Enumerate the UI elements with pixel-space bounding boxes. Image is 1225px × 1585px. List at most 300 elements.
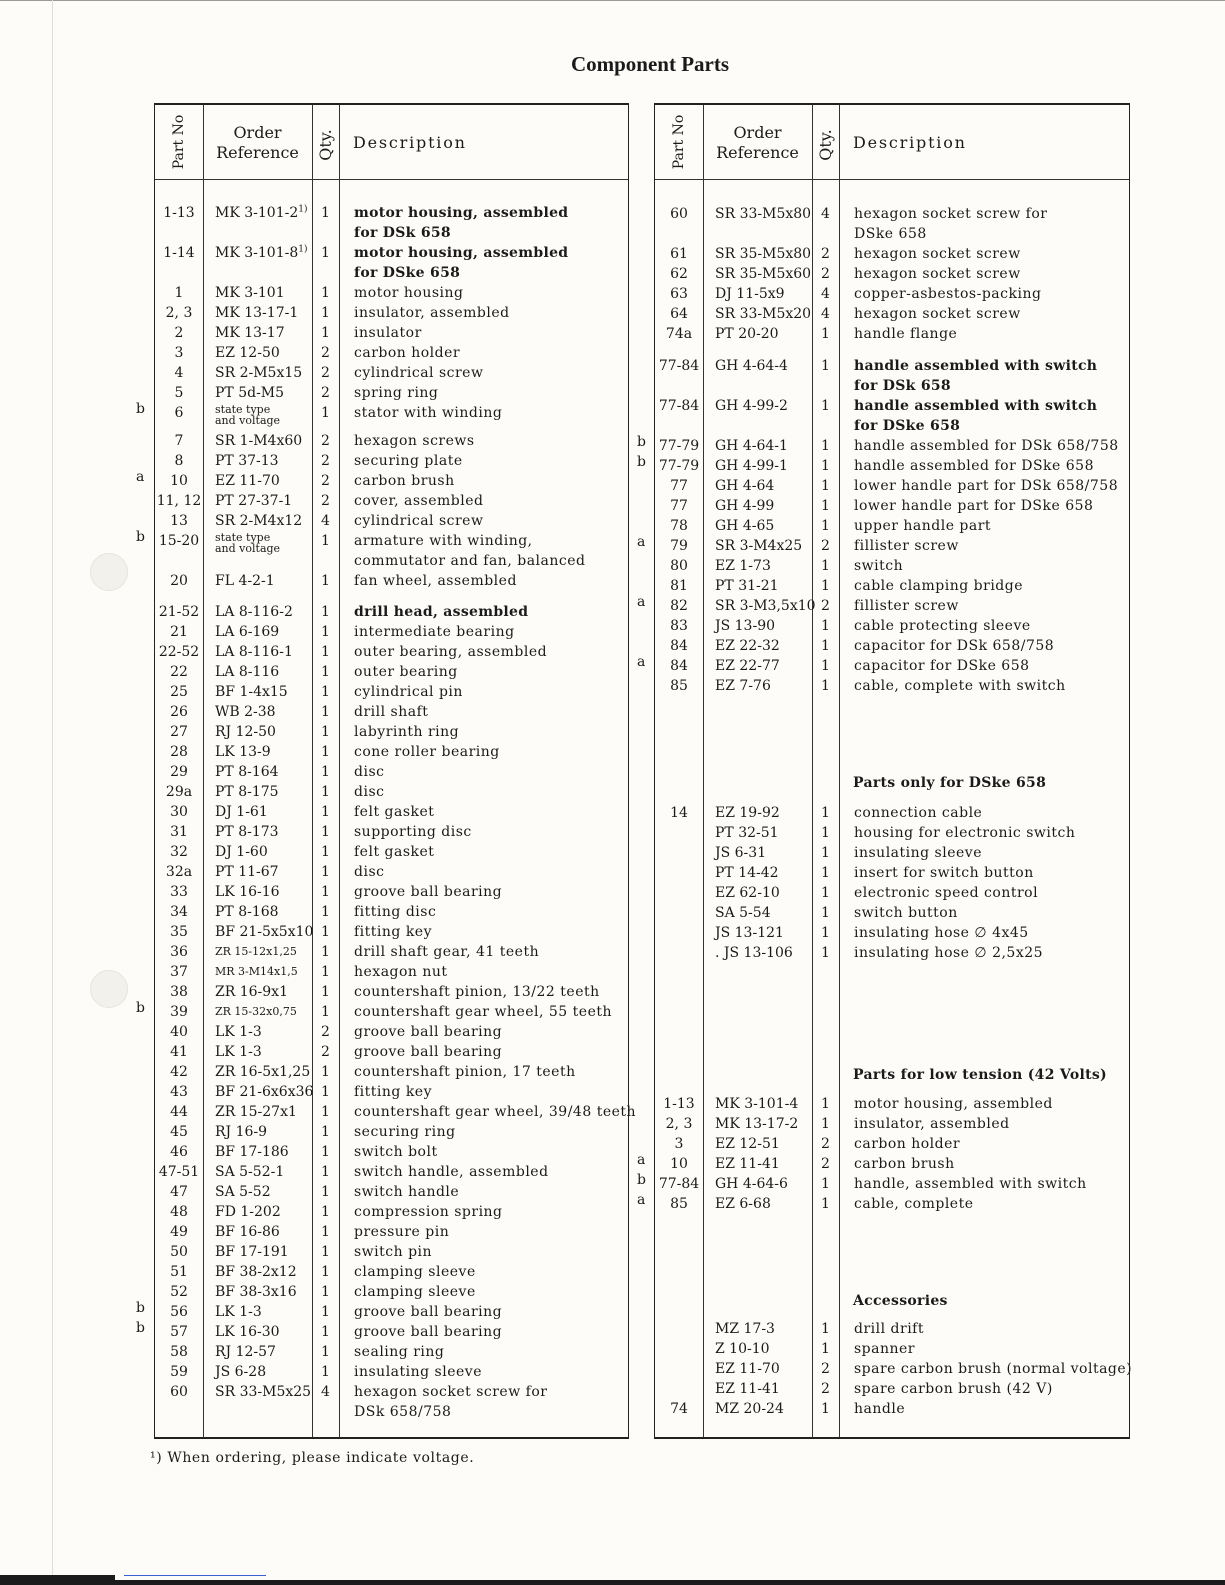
order-reference xyxy=(215,822,279,842)
table-row xyxy=(155,942,628,962)
quantity: 4 xyxy=(321,513,330,529)
table-row xyxy=(155,702,628,722)
order-reference-text: EZ 19-92 xyxy=(715,805,780,821)
part-number: 42 xyxy=(170,1064,188,1080)
description: clamping sleeve xyxy=(354,1264,476,1280)
quantity: 2 xyxy=(821,1361,830,1377)
description: groove ball bearing xyxy=(354,884,503,900)
header-part-no-label: Part No xyxy=(171,114,187,170)
order-reference xyxy=(215,722,276,742)
order-reference-text: DJ 1-61 xyxy=(215,804,268,820)
table-row xyxy=(655,903,1129,923)
table-row xyxy=(155,383,628,403)
table-row xyxy=(155,303,628,323)
part-number: 3 xyxy=(674,1136,684,1152)
quantity: 1 xyxy=(321,944,330,960)
table-row xyxy=(655,1319,1129,1339)
header-order-reference xyxy=(203,123,312,163)
description: felt gasket xyxy=(354,804,435,820)
part-number: 38 xyxy=(170,984,188,1000)
order-reference xyxy=(715,1154,780,1174)
table-row xyxy=(655,843,1129,863)
description: motor housing xyxy=(354,285,464,301)
order-reference xyxy=(715,1194,771,1214)
quantity: 1 xyxy=(321,784,330,800)
quantity: 1 xyxy=(321,964,330,980)
order-reference xyxy=(715,903,771,923)
part-number: 62 xyxy=(670,266,688,282)
order-reference xyxy=(215,1342,276,1362)
order-reference xyxy=(715,1319,775,1339)
table-row xyxy=(155,343,628,363)
quantity: 1 xyxy=(821,518,830,534)
table-row xyxy=(155,511,628,531)
order-reference-text: Z 10-10 xyxy=(715,1341,770,1357)
order-reference-text: BF 21-5x5x10 xyxy=(215,924,314,940)
description: carbon brush xyxy=(854,1156,955,1172)
order-reference-text: LA 8-116-2 xyxy=(215,604,293,620)
part-number: 77-84 xyxy=(658,358,700,374)
order-reference-text: MK 13-17-2 xyxy=(715,1116,799,1132)
order-reference-text: ZR 16-5x1,25 xyxy=(215,1064,311,1080)
part-number: 1-13 xyxy=(163,205,195,221)
table-row xyxy=(155,662,628,682)
description: handle, assembled with switch xyxy=(854,1176,1087,1192)
header-part-no xyxy=(655,105,703,179)
table-row xyxy=(155,223,628,243)
table-row xyxy=(155,1102,637,1122)
footnote-marker: 1) xyxy=(298,244,308,255)
order-reference xyxy=(715,204,811,224)
quantity: 1 xyxy=(821,925,830,941)
quantity: 1 xyxy=(821,618,830,634)
quantity: 1 xyxy=(821,845,830,861)
part-number: 29 xyxy=(170,764,188,780)
description: spanner xyxy=(854,1341,916,1357)
order-reference-text: EZ 22-32 xyxy=(715,638,780,654)
description: cylindrical pin xyxy=(354,684,463,700)
order-reference-text: FL 4-2-1 xyxy=(215,573,275,589)
quantity: 1 xyxy=(321,1064,330,1080)
quantity: 1 xyxy=(321,904,330,920)
part-number: 63 xyxy=(670,286,688,302)
table-row xyxy=(155,1042,628,1062)
order-reference xyxy=(215,1082,313,1102)
order-reference-line: state type xyxy=(215,531,271,544)
order-reference xyxy=(215,942,297,962)
quantity: 1 xyxy=(821,1176,830,1192)
table-row xyxy=(155,962,628,982)
table-row xyxy=(655,883,1129,903)
description: insulating hose ∅ 2,5x25 xyxy=(854,945,1044,961)
part-number: 43 xyxy=(170,1084,188,1100)
order-reference xyxy=(215,1042,262,1062)
quantity: 1 xyxy=(821,326,830,342)
order-reference xyxy=(215,243,308,263)
table-row xyxy=(655,1194,1129,1214)
margin-note: b xyxy=(136,1320,145,1336)
order-reference-text: EZ 11-70 xyxy=(215,473,280,489)
order-reference-text: GH 4-65 xyxy=(715,518,775,534)
order-reference-text: MK 3-101-8 xyxy=(215,245,299,261)
margin-note: b xyxy=(136,1000,145,1016)
description: cable protecting sleeve xyxy=(854,618,1031,634)
header-separator xyxy=(655,179,1129,180)
order-reference xyxy=(715,476,774,496)
order-reference-text: . JS 13-106 xyxy=(715,945,793,961)
table-row xyxy=(155,1222,628,1242)
order-reference xyxy=(715,556,771,576)
order-reference-text: EZ 11-41 xyxy=(715,1156,780,1172)
description: fitting key xyxy=(354,1084,432,1100)
table-row xyxy=(155,471,628,491)
quantity: 1 xyxy=(321,1284,330,1300)
margin-note: a xyxy=(637,654,646,670)
quantity: 1 xyxy=(321,1204,330,1220)
quantity: 1 xyxy=(321,664,330,680)
table-row xyxy=(655,436,1129,456)
description: hexagon socket screw for xyxy=(354,1384,548,1400)
order-reference-text: PT 37-13 xyxy=(215,453,279,469)
quantity: 2 xyxy=(321,385,330,401)
quantity: 1 xyxy=(821,678,830,694)
order-reference-text: GH 4-64 xyxy=(715,478,775,494)
table-row xyxy=(155,902,628,922)
order-reference xyxy=(715,264,811,284)
description: cable, complete xyxy=(854,1196,974,1212)
order-reference xyxy=(715,436,788,456)
description: countershaft gear wheel, 55 teeth xyxy=(354,1004,612,1020)
order-reference xyxy=(715,676,771,696)
order-reference-text: GH 4-64-6 xyxy=(715,1176,788,1192)
table-row xyxy=(655,1154,1129,1174)
table-row xyxy=(155,1342,628,1362)
part-number: 3 xyxy=(174,345,184,361)
margin-note: a xyxy=(136,469,145,485)
order-reference xyxy=(215,1182,271,1202)
table-row xyxy=(155,602,628,622)
table-row xyxy=(155,842,628,862)
table-row xyxy=(155,722,628,742)
description: lower handle part for DSke 658 xyxy=(854,498,1094,514)
header-order-label: Order xyxy=(233,123,282,142)
part-number: 82 xyxy=(670,598,688,614)
order-reference xyxy=(215,451,279,471)
quantity: 1 xyxy=(321,1004,330,1020)
quantity: 1 xyxy=(321,573,330,589)
order-reference-line: state type xyxy=(215,403,271,416)
description: fitting key xyxy=(354,924,432,940)
table-row xyxy=(155,762,628,782)
table-row xyxy=(655,923,1129,943)
quantity: 1 xyxy=(321,1084,330,1100)
quantity: 2 xyxy=(321,345,330,361)
order-reference xyxy=(715,1094,798,1114)
order-reference xyxy=(215,1062,310,1082)
order-reference-text: GH 4-64-1 xyxy=(715,438,788,454)
order-reference-text: SR 33-M5x20 xyxy=(715,306,812,322)
description: spare carbon brush (42 V) xyxy=(854,1381,1053,1397)
quantity: 1 xyxy=(821,398,830,414)
order-reference xyxy=(715,636,780,656)
table-row xyxy=(655,356,1129,376)
part-number: 84 xyxy=(670,658,688,674)
table-row xyxy=(655,616,1129,636)
table-row xyxy=(655,244,1129,264)
quantity: 1 xyxy=(821,1341,830,1357)
part-number: 77-79 xyxy=(658,458,700,474)
order-reference-text: EZ 22-77 xyxy=(715,658,780,674)
description: switch bolt xyxy=(354,1144,438,1160)
description: outer bearing, assembled xyxy=(354,644,548,660)
quantity: 2 xyxy=(321,1044,330,1060)
description: insulating sleeve xyxy=(854,845,982,861)
description: countershaft pinion, 17 teeth xyxy=(354,1064,576,1080)
table-row xyxy=(655,456,1129,476)
order-reference xyxy=(715,823,779,843)
order-reference-text: BF 21-6x6x36 xyxy=(215,1084,314,1100)
order-reference xyxy=(715,304,811,324)
quantity: 1 xyxy=(321,1144,330,1160)
order-reference xyxy=(715,843,766,863)
part-number: 64 xyxy=(670,306,688,322)
section-heading-dske: Parts only for DSke 658 xyxy=(853,775,1047,791)
part-number: 46 xyxy=(170,1144,188,1160)
table-row xyxy=(655,536,1129,556)
order-reference xyxy=(715,863,779,883)
description: carbon holder xyxy=(354,345,461,361)
order-reference-text: SR 2-M4x12 xyxy=(215,513,303,529)
table-row xyxy=(655,1339,1129,1359)
table-row xyxy=(155,1242,628,1262)
description: handle flange xyxy=(854,326,958,342)
description: cable clamping bridge xyxy=(854,578,1024,594)
part-number: 14 xyxy=(670,805,688,821)
order-reference-text: MK 13-17 xyxy=(215,325,285,341)
order-reference xyxy=(215,882,280,902)
quantity: 1 xyxy=(321,704,330,720)
part-number: 10 xyxy=(170,473,188,489)
quantity: 1 xyxy=(321,1364,330,1380)
description: cone roller bearing xyxy=(354,744,500,760)
table-row xyxy=(155,283,628,303)
order-reference-text: MZ 20-24 xyxy=(715,1401,784,1417)
quantity: 1 xyxy=(321,744,330,760)
quantity: 4 xyxy=(821,206,830,222)
order-reference xyxy=(715,1339,770,1359)
scan-bottom-edge xyxy=(0,1575,115,1585)
part-number: 1-14 xyxy=(163,245,195,261)
order-reference-text: SR 3-M3,5x10 xyxy=(715,598,816,614)
description: fan wheel, assembled xyxy=(354,573,517,589)
description: capacitor for DSke 658 xyxy=(854,658,1030,674)
description: hexagon socket screw for xyxy=(854,206,1048,222)
description: groove ball bearing xyxy=(354,1024,503,1040)
punch-hole xyxy=(90,970,128,1008)
order-reference xyxy=(215,802,268,822)
part-number: 81 xyxy=(670,578,688,594)
table-row xyxy=(155,1162,628,1182)
order-reference xyxy=(215,1002,297,1022)
table-row xyxy=(155,431,628,451)
quantity: 1 xyxy=(321,245,330,261)
scan-mark xyxy=(124,1575,266,1576)
table-row xyxy=(655,636,1129,656)
margin-note: a xyxy=(637,1192,646,1208)
description: armature with winding, xyxy=(354,533,533,549)
order-reference xyxy=(215,283,285,303)
order-reference xyxy=(715,1379,780,1399)
description: sealing ring xyxy=(354,1344,445,1360)
quantity: 4 xyxy=(821,306,830,322)
order-reference xyxy=(715,324,779,344)
order-reference xyxy=(215,642,293,662)
quantity: 1 xyxy=(821,905,830,921)
order-reference-text: MK 3-101-2 xyxy=(215,205,299,221)
order-reference xyxy=(715,1134,780,1154)
quantity: 1 xyxy=(321,684,330,700)
part-number: 26 xyxy=(170,704,188,720)
header-description: Description xyxy=(353,133,467,152)
part-number: 51 xyxy=(170,1264,188,1280)
quantity: 1 xyxy=(821,1401,830,1417)
table-row xyxy=(155,822,628,842)
description: stator with winding xyxy=(354,405,503,421)
quantity: 1 xyxy=(321,884,330,900)
part-number: 49 xyxy=(170,1224,188,1240)
part-number: 77-84 xyxy=(658,1176,700,1192)
description: handle assembled with switch xyxy=(854,398,1098,414)
part-number: 29a xyxy=(165,784,193,800)
table-row xyxy=(655,1094,1129,1114)
margin-note: a xyxy=(637,534,646,550)
part-number: 41 xyxy=(170,1044,188,1060)
part-number: 34 xyxy=(170,904,188,920)
description: commutator and fan, balanced xyxy=(354,553,586,569)
header-description: Description xyxy=(853,133,967,152)
part-number: 74 xyxy=(670,1401,688,1417)
order-reference-text: RJ 12-50 xyxy=(215,724,276,740)
part-number: 20 xyxy=(170,573,188,589)
table-row xyxy=(155,1382,628,1402)
order-reference xyxy=(715,656,780,676)
page-title: Component Parts xyxy=(570,52,730,76)
quantity: 1 xyxy=(821,1116,830,1132)
order-reference xyxy=(215,982,288,1002)
table-row xyxy=(155,622,628,642)
margin-note: b xyxy=(136,1300,145,1316)
order-reference xyxy=(215,1322,280,1342)
order-reference-text: PT 20-20 xyxy=(715,326,779,342)
margin-note: a xyxy=(637,594,646,610)
description: DSke 658 xyxy=(854,226,927,242)
description: disc xyxy=(354,764,385,780)
order-reference-text: PT 31-21 xyxy=(715,578,779,594)
quantity: 1 xyxy=(321,824,330,840)
table-row xyxy=(155,1262,628,1282)
table-row xyxy=(655,224,1129,244)
table-row xyxy=(155,802,628,822)
order-reference-text: GH 4-99-2 xyxy=(715,398,788,414)
order-reference-text: GH 4-99 xyxy=(715,498,775,514)
table-row xyxy=(655,1174,1129,1194)
description: for DSk 658 xyxy=(354,225,451,241)
order-reference-text: PT 8-164 xyxy=(215,764,279,780)
description: for DSk 658 xyxy=(854,378,951,394)
table-row xyxy=(655,284,1129,304)
quantity: 1 xyxy=(321,864,330,880)
description: cylindrical screw xyxy=(354,513,484,529)
quantity: 1 xyxy=(821,478,830,494)
part-number: 61 xyxy=(670,246,688,262)
part-number: 5 xyxy=(174,385,184,401)
description: electronic speed control xyxy=(854,885,1039,901)
table-row xyxy=(155,1122,628,1142)
part-number: 2 xyxy=(174,325,184,341)
order-reference-text: PT 8-173 xyxy=(215,824,279,840)
order-reference-text: MZ 17-3 xyxy=(715,1321,775,1337)
description: drill drift xyxy=(854,1321,924,1337)
quantity: 1 xyxy=(821,1196,830,1212)
order-reference-text: ZR 15-12x1,25 xyxy=(215,945,297,958)
description: handle assembled with switch xyxy=(854,358,1098,374)
order-reference xyxy=(715,943,793,963)
order-reference-text: EZ 12-51 xyxy=(715,1136,780,1152)
table-row xyxy=(655,324,1129,344)
order-reference xyxy=(715,1174,788,1194)
quantity: 2 xyxy=(321,473,330,489)
description: drill shaft xyxy=(354,704,429,720)
quantity: 1 xyxy=(321,1224,330,1240)
description: disc xyxy=(354,864,385,880)
margin-note: b xyxy=(637,454,646,470)
part-number: 57 xyxy=(170,1324,188,1340)
part-number: 11, 12 xyxy=(156,493,202,509)
description: connection cable xyxy=(854,805,983,821)
order-reference-text: EZ 12-50 xyxy=(215,345,280,361)
order-reference-text: SR 35-M5x60 xyxy=(715,266,812,282)
order-reference-text: PT 5d-M5 xyxy=(215,385,285,401)
order-reference-line: and voltage xyxy=(215,414,281,427)
order-reference xyxy=(715,883,780,903)
part-number: 74a xyxy=(665,326,693,342)
table-row xyxy=(155,403,628,427)
order-reference-text: ZR 15-27x1 xyxy=(215,1104,297,1120)
description: fillister screw xyxy=(854,538,959,554)
order-reference-text: FD 1-202 xyxy=(215,1204,281,1220)
parts-table-right xyxy=(654,103,1133,1439)
table-row xyxy=(155,203,628,223)
table-row xyxy=(655,376,1129,396)
description: securing plate xyxy=(354,453,463,469)
order-reference-text: LK 16-16 xyxy=(215,884,280,900)
part-number: 45 xyxy=(170,1124,188,1140)
part-number: 50 xyxy=(170,1244,188,1260)
quantity: 2 xyxy=(821,1156,830,1172)
description: insulating sleeve xyxy=(354,1364,482,1380)
description: motor housing, assembled xyxy=(354,245,569,261)
quantity: 1 xyxy=(321,1184,330,1200)
quantity: 1 xyxy=(321,1264,330,1280)
section-heading-accessories: Accessories xyxy=(853,1293,948,1309)
order-reference xyxy=(215,1222,280,1242)
description: drill shaft gear, 41 teeth xyxy=(354,944,540,960)
order-reference xyxy=(215,1102,297,1122)
table-row xyxy=(155,782,628,802)
header-qty: Qty. xyxy=(816,129,835,161)
order-reference xyxy=(215,431,302,451)
order-reference xyxy=(215,962,298,982)
